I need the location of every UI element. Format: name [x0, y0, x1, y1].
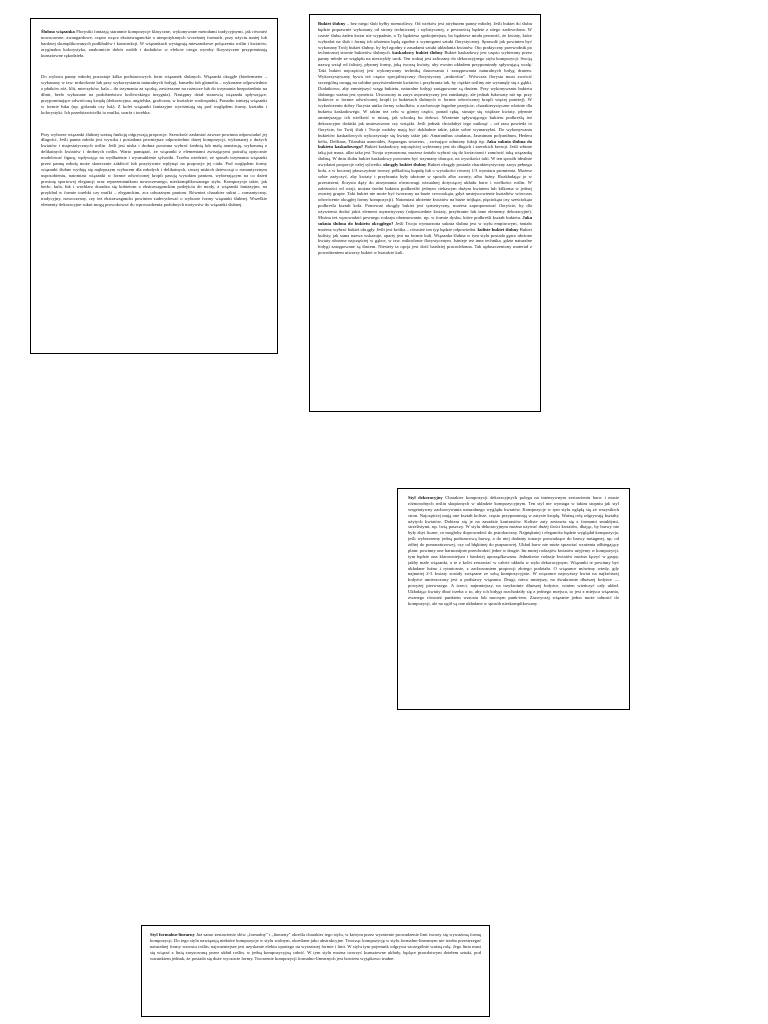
- paragraph-text: Bukiet kaskadowy najczęściej wybierany jest do długich i szerokich kreacji. Jeśli wbinie taką już masz, albo taka jest Twoja wymarzona, możesz śmiało wybrać się do kwiaciarni i zamówić taką wiązankę ślubną. W dniu ślubu bukiet kaskadowy powinien być trzymany oburącz, na wysokości talii. W ten sposób idealnie uwydatni proporcje całej sylwetki.: [318, 144, 532, 167]
- paragraph-title: Bukiet ślubny: [318, 21, 346, 26]
- subheading: Jaka suknia ślubna do bukietu okrągłego?: [318, 214, 532, 226]
- text-block-decorative-style: [397, 488, 630, 710]
- paragraph-title: Ślubna wiązanka: [41, 29, 75, 34]
- paragraph-title: Styl dekoracyjny: [408, 495, 443, 500]
- subheading: kuliste bukiet ślubny: [477, 226, 519, 232]
- text-block-wedding-bouquet-types: [309, 14, 541, 412]
- paragraph: [150, 932, 481, 961]
- paragraph-text: Charakter kompozycji dekoracyjnych polega na intensywnym zestawieniu barw i masie różnorodnych roślin skupionych w układzie kompozycyjnym. Ten styl nie wymaga w takim stopniu jak styl wegetatywny zachowywania naturalnego wyglądu kwiatów. Kompozycje w tym stylu oglądą się ze wszystkich stron. Najczęściej mają one kształt koliste, często przypominają w zarysie kroplę. Ważną rolę odgrywają kształty użytych kwiatów. Dobiera się je na zasadzie kontrastów. Koliste zaty zestawia się z formami smukłymi, strzelistymi, np. lwią paszczy. W stylu dekoracyjnym można używać dużej ilości kwiatów, dbając, by barwy nie były zbyt liczne, co mogłoby doprowadzić do pstrokacizny. Najpiękniej i elegancko będzie wyglądał kompozycja, jeśli wybierzemy jedną podstawową barwę, a do niej dodamy tonacje prowadzące do barwy następnej, np. od żółtej do pomarańczowej, czy od błękitnej do purpurowej. Układ barw nie może sprawiać wrażenia odbiegający plam: powinny one harmonijnie przechodzić jedne w drugie. Im mniej rodzajów kwiatów użyjemy w kompozycji, tym będzie ona klarowniejsza i bardziej uporządkowana. Jednakowe rodzaje kwiatów można łączyć w grupy, jakby małe wiązanki, a te z kolei zestawiać w całość układu w stylu dekoracyjnym. Wiązanki te powinny być układane luźno i rytmicznie, z zachowaniem proporcji złotego podziału. O wiązance mówimy wtedy, gdy najmniej 2-3 kwiaty zostały związane ze sobą kompozycyjnie. W wiązance najwyższy kwiat na najkrótszej łodyżce umieszczony jest u podstawy wiązania. Drugi, nieco mniejszy, na dwukrotnie dłuższej łodyżce — powyżej pierwszego. A trzeci, najmniejszy, na trzykrotnie dłuższej łodyżce, winien wieńczyć cały układ. Układając kwiaty dbać trzeba o to, aby ich łodygi rozchodziły się z jednego miejsca, to jest z miejsca wiązania, zwanego również punktem wzrostu lub mocnym punk-tem. Zazwyczaj wiązanie jedno może odnosić do kompozycji, ale na ogół są one układane w sposób nieskomplikowany .: [408, 495, 619, 606]
- paragraph-text: Jeśli Twoja wymarzona suknia ślubna jest w stylu empirowym, śmiało możesz wybrać bukiet okrągły. Jeśli jest krótka – również ten typ będzie odpowiedni.: [318, 220, 532, 232]
- paragraph: [41, 29, 267, 58]
- text-block-wedding-bouquet: [30, 18, 278, 354]
- paragraph: [318, 21, 532, 256]
- paragraph-text: Florystki fantazją starannie kompozycje klasyczne, wykonywane metodami tradycyjnymi, jak również nowoczesne, awangardowe, często wręcz ekstrawaganckie o niespotykanych wcześniej formach, przy użyciu mniej lub bardziej skomplikowanych podkładów i konstrukcji. W wiązankach występują mieszankowe połączenia roślin i kwiatów, oryginalna kolorystyka, znakomicie dobór ozdób i dodatków w efekcie czego wyroby florystyczne przypominają kunsztowne rękodzieła.: [41, 29, 267, 58]
- paragraph-text: Bukiet kulisty, jak sama nazwa wskazuje, oparty jest na formie kuli. Wiązanka ślubna w tym stylu posiada gęsto ułożone kwiaty ułożone najczęściej w gąbce, w tzw. mikrofonie florystycznym. Istnieje też inna technika, gdzie naturalne łodygi zastępowane są drutem. Niestety ta opcja jest dość bardziej pracochłonna. Tak upłaszczeniony materiał z powodzeniem utworzy bukiet w kształcie kuli.: [318, 226, 532, 256]
- paragraph-text: Bukiet kaskadowy jest często wybierany przez panny młode ze względu na niezwykły urok. Ten rodzaj jest zaliczany do dekoracyjnego stylu kompozycji. Swoją nazwę wziął od falistej, płynnej formy, jaką tworzą kwiaty, aby ewoim układem przypominały spływającą wodę. Taki bukiet najczęściej jest wykonywany techniką drutowania i zastępowania naturalnych łodyg drutem. Wykorzystywany bywa też często specjalistyczny florystyczny „mikrofon". Wówczas florysta musi zwrócić szczególną uwagę na solidne przytwierdzenie kwiatów i przybrania tak, by ciężkie rośliny nie wysunęły się z gąbki. Dodatkowo, aby zmniejszyć wagę bukietu, naturalne łodygi zastępowane są drutem. Przy wykonywaniu bukietu ślubnego ważna jest symetria. Utworzony tu zarys asymetryczny jest zamknięty, ale jednak łukowaty niż np. przy bukiecie w formie odwróconej kropli (o bukietach ślubnych w formie odwróconej kropli więcej poniżej). W wykończeniu dobry florysta unika formy schodków, a zachowuje łagodne przejście, charakterystyczne właśnie dla bukietu kaskadowego. W takim też celu w górnej części, ponad rękę, stosuje się większe kwiaty, płynnie zmniejszając ich wielkość w miarę, jak schodzą ku dołowi. Wrażenie spływającego bukietu podkreślą też dekoracyjne dodatki jak umieszczone czy wstążki. Jeśli jednak chciałabyś tego uniknąć – od razu powiedz to floryście, bo Twój ślub i Twoje ozdoby mają być dokładnie takie, jakie sobie wymarzyłaś. Do wykonywania bukietów kaskadowych wykorzystuje się kwiaty takie jak: Amaranthus caudatus, Jasminum polyanthum, Hedera helix, Delfinas, Tilandsia usneoides, Asparagus setaceus, , zwisające odmiany fuksji itp.: [318, 50, 532, 144]
- paragraph: Do wyboru panny młodej pozostaje kilka podstawowych form wiązanek ślubnych. Wiązanki okrągłe (biedermeier – wykonany w tzw. mikrolonie lub przy wykorzystaniu naturalnych łodyg), kameliu lub glamelia – wykonane odpowiednio z płatków róż, lilii, mieczyków, kala – do trzymania za rączkę, zawieszone na rożnicze lub do trzymania bezpośrednio na dłoni, berło wykonane na podobieństwo królewskiego insygnia). Następny dział stanowią wiązanki spływające, przypominające odwróconą kroplę (dekoracyjna, angielska, graficzna, w kształcie wodospadu). Ponadto istnieją wiązanki w formie łuku (np. girlanda czy luk). Z kolei wiązanki fantazyjne wyróżniają się pod względem formy, kształtu i kolorystyki. Ich przedstawicielki to mufka, szarfa i torebka.: [41, 74, 267, 115]
- subheading: Jaka suknia ślubna do bukietu kaskadowego?: [318, 138, 533, 150]
- subheading: okrągły bukiet ślubny: [383, 162, 427, 167]
- text-block-formal-linear-style: [141, 925, 490, 1017]
- paragraph-title: Styl formalno-linearny: [150, 932, 195, 937]
- paragraph: [408, 495, 619, 607]
- subheading: kaskadowy bukiet ślubny: [392, 50, 443, 56]
- paragraph-text: Bukiet okrągły posiada charakterystyczny zarys pełnego koła, a w bocznej płaszczyźnie tworzy półkolistą kopułę lub o wysokości równej 1/3 wymiaru promienia. Możesz sobie zażyczyć, aby kwiaty i przybrania były ułożone w sposób albo zwarty, albo luźny. Rozkładając je w przestrzeni, florysta dąży do utrzymania równowagi wizualnej dotyczącej układu barw i wielkości roślin. W zależności od wizji, można średni bukietu podkreślić jednym ciekawym dużym kwiatem lub kilkoma w jednej zwartej grupie. Taki bukiet nie może być tworzony na bazie czworokąta, gdyż umiejscowienie kształtów wówczas odwrócenie okrągłej formy kompozycji). Natomiast ułożenie kwiatów na bazie trójkąta, pięciokąta czy sześciokąta podkreśla kształt koła. Ponieważ okrągły bukiet jest symetryczny, możesz zaproponować floryście, by dla ożywienia dodać jakiś element asymetryczny (odpowiednie kwiaty, przybranie lub inne elementy dekoracyjne). Można też wprowadzić pewnego rodzaju obramowanie, np. w formie dysku, które podkreśli kształt bukietu.: [318, 162, 532, 220]
- paragraph: Przy wyborze wiązanki ślubnej ważną funkcję odgrywają proporcje. Szerokość zasłaniać zawsze powinna odpowiadać jej długości. Jeśli panna młoda jest wysoka i posiadana pewniejsze odpowiednio dużej kompozycji, wykonanej z dużych kwiatów i majestatycznych roślin. Jeśli jest niska i drobna powinna wybrać średnią lub małą aranżację, wykonaną z delikatnych kwiatów i drobnych roślin. Warto pamiętać, że wiązanki z elementami zwisającymi potrafią optycznie modelować figurę, wpływając na wydłużenie i wysmuklenie sylwetki. Trzeba wiedzieć, że sposób trzymania wiązanki przez pannę młodą może skutecznie zakłócić lub pozytywnie wpłynąć na proporcje jej ciała. Pod względem formy wiązanki ślubne wydają się najlepszym wyborem dla młodych i delikatnych, raczej niskich dziewcząt o romantycznym usposobieniu, natomiast wiązanki w formie odwróconej kropli pasują wysokim paniom, wybierającym na co dzień prostotę sportowej elegancji oraz reprezentantkom nowoczesnego, nieskomplikowanego stylu. Kompozycje takie, jak berło, kula, łuk i wachlarz doradza się kobietom o ekstrawaganckim podejściu do mody, a wiązanki fantazyjne, na przykład w formie torebki czy mufki – eleganckim, acz odważnym paniom. Również charakter sukni – romantyczny, tradycyjny, nowoczesny, czy też ekstrawagancki powinien zadecydować o wyborze formy wiązanki ślubnej. Wszelkie elementy dekoracyjne sukni mogą prowokować do wprowadzenia podobnych motywów do wiązanki ślubnej.: [41, 131, 267, 207]
- paragraph-text: – bez niego ślub byłby niemożliwy. Od wieków jest atrybutem panny młodej. Jeśli bukiet do ślubu będzie poprawnie wykonany od strony technicznej i stylistycznej, z pewnością będzie z niego zadowolona. W czasie ślubu żaden kwiat nie wypadnie, a Ty będziesz spokojniejsza, bo będziesz miała pewność, że kwiaty, które wybrałaś na ślub i formę ich ułożenia będą zgodne z wymogami sztuki florystycznej. Sprawdź jak powinien być wykonany Twój bukiet ślubny, by był zgodny z zasadami sztuki układania kwiatów. Oto praktyczny przewodnik po technicznej stronie bukietów ślubnych.: [318, 21, 532, 56]
- paragraph-text: Już samo zestawienie słów „formalny" i „linearny" określa charakter tego stylu, w którym przez wyrażenie prowadzenie linii tworzy się wyważoną formę kompozycji. Do tego stylu nawiązują niektóre kompozycje w stylu wolnym, określane jako abstrakcyjne. Tworząc kompozycję w stylu formalno-linearnym nie trzeba przestrzegać naturalnej formy wzrostu roślin, najważniejsze jest uzyskanie efektu opartego na wyrazistej formie i linii. W stylu tym pojemnik odgrywa szczególnie ważną rolę. Jego linia musi się wiązać z linią zarysowaną przez układ roślin, w jedną kompozycyjną całość. W tym stylu można tworzyć kunsztowne układy, będące prawdziwym dziełem sztuki, pod warunkiem jednak, że posiada się duże wyczucie formy. Tworzenie kompozycji formalno-linearnych jest bowiem wyjątkowo trudne.: [150, 932, 481, 961]
